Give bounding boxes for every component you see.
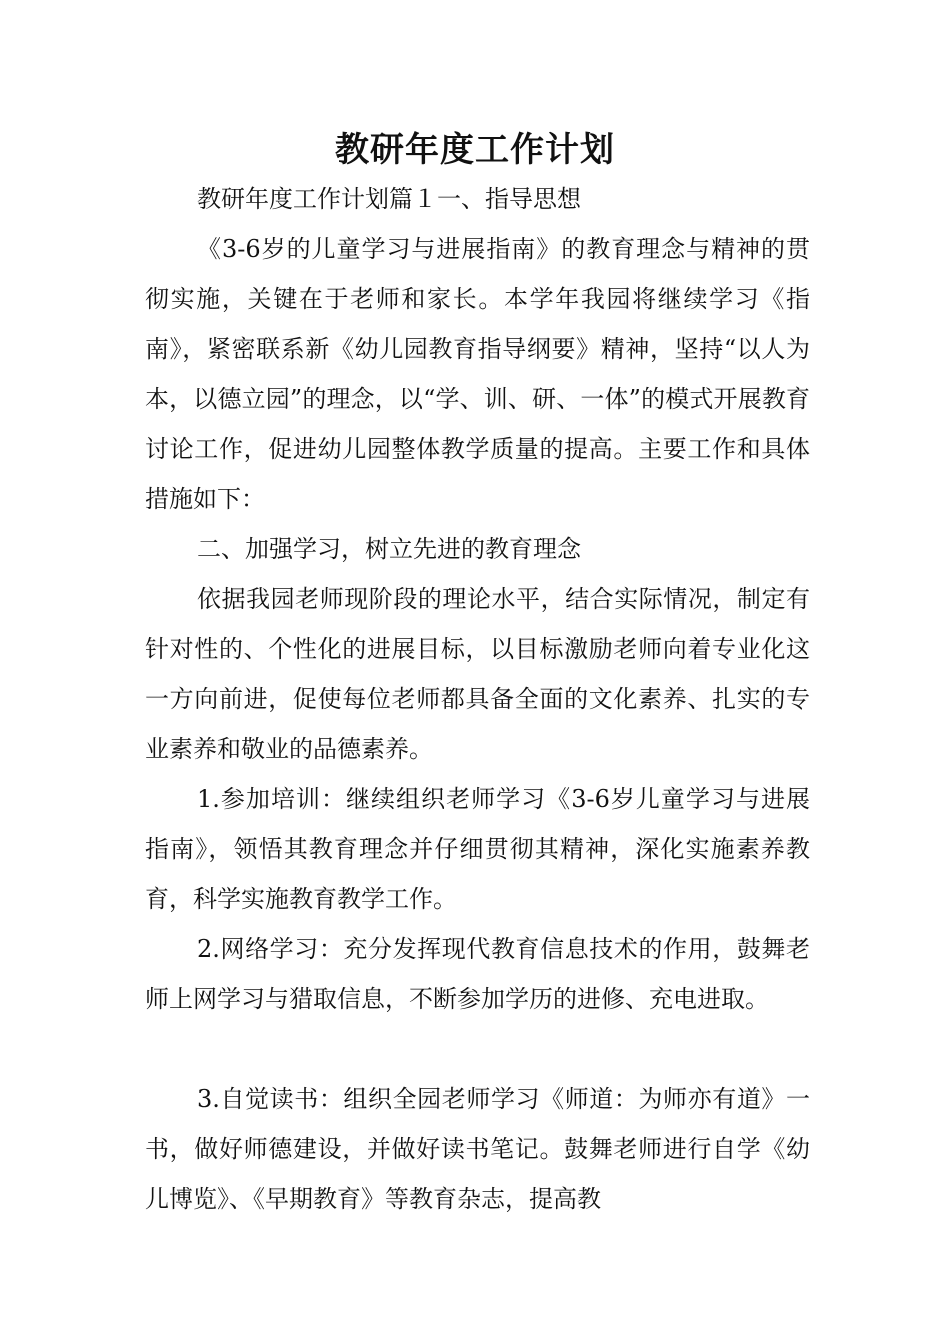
list-item-training: 1.参加培训：继续组织老师学习《3-6岁儿童学习与进展指南》，领悟其教育理念并仔细贯彻其精神，深化实施素养教育，科学实施教育教学工作。 xyxy=(145,785,810,913)
document-title: 教研年度工作计划 xyxy=(335,130,615,170)
list-item-reading: 3.自觉读书：组织全园老师学习《师道：为师亦有道》一书，做好师德建设，并做好读书笔记。鼓舞老师进行自学《幼儿博览》、《早期教育》等教育杂志，提高教 xyxy=(145,1085,810,1213)
section-heading-2: 二、加强学习，树立先进的教育理念 xyxy=(197,535,581,563)
paragraph-section-2: 依据我园老师现阶段的理论水平，结合实际情况，制定有针对性的、个性化的进展目标，以目标激励老师向着专业化这一方向前进，促使每位老师都具备全面的文化素养、扎实的专业素养和敬业的品德素养。 xyxy=(145,585,810,763)
document-subtitle: 教研年度工作计划篇１一、指导思想 xyxy=(197,185,581,213)
list-item-online-learning: 2.网络学习：充分发挥现代教育信息技术的作用，鼓舞老师上网学习与猎取信息，不断参加学历的进修、充电进取。 xyxy=(145,935,810,1013)
paragraph-guidance: 《3-6岁的儿童学习与进展指南》的教育理念与精神的贯彻实施，关键在于老师和家长。本学年我园将继续学习《指南》，紧密联系新《幼儿园教育指导纲要》精神，坚持“以人为本，以德立园”的理念，以“学、训、研、一体”的模式开展教育讨论工作，促进幼儿园整体教学质量的提高。主要工作和具体措施如下： xyxy=(145,235,810,513)
